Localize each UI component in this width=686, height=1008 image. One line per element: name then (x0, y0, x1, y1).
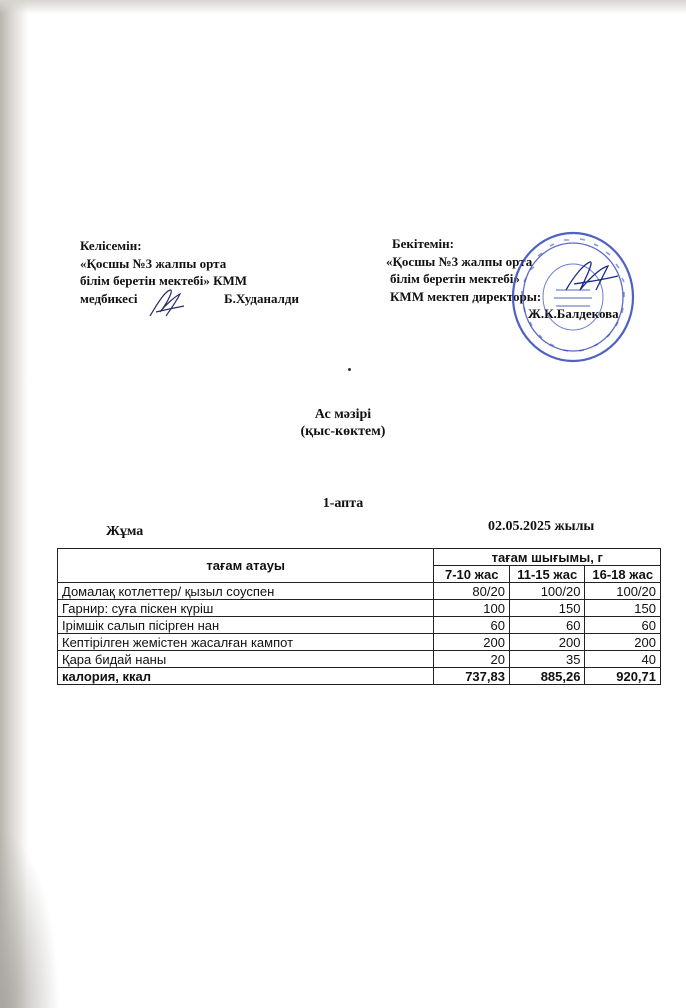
table-row (58, 617, 661, 634)
age-group-header: 7-10 жас (434, 566, 510, 583)
yield-value: 200 (434, 634, 510, 651)
director-signature (560, 256, 622, 298)
ink-dot (348, 368, 351, 371)
table-row (58, 583, 661, 600)
yield-value: 60 (585, 617, 661, 634)
dish-name: Қара бидай наны (58, 651, 434, 668)
yield-value: 100 (434, 600, 510, 617)
agreed-role: медбикесі (80, 290, 138, 306)
table-row (58, 634, 661, 651)
total-value: 737,83 (434, 668, 510, 685)
dish-name: Гарнир: суға піскен күріш (58, 600, 434, 617)
total-row (58, 668, 661, 685)
dish-name: Ірімшік салып пісірген нан (58, 617, 434, 634)
menu-table (57, 548, 661, 685)
week-label: 1-апта (322, 496, 364, 511)
yield-value: 150 (509, 600, 585, 617)
agreed-block (80, 237, 299, 307)
column-header-yield: тағам шығымы, г (434, 549, 661, 566)
yield-value: 80/20 (434, 583, 510, 600)
agreed-line2: білім беретін мектебі» КММ (80, 273, 248, 288)
yield-value: 60 (434, 617, 510, 634)
yield-value: 100/20 (585, 583, 661, 600)
approved-heading: Бекітемін: (392, 236, 454, 251)
yield-value: 200 (585, 634, 661, 651)
yield-value: 35 (509, 651, 585, 668)
age-group-header: 16-18 жас (585, 566, 661, 583)
document-title: Ас мәзірі (314, 407, 372, 422)
agreed-line1: «Қосшы №3 жалпы орта (80, 255, 227, 271)
approved-line1: «Қосшы №3 жалпы орта (386, 253, 533, 269)
table-row (58, 600, 661, 617)
date-label: 02.05.2025 жылы (488, 519, 595, 534)
total-value: 885,26 (509, 668, 585, 685)
yield-value: 40 (585, 651, 661, 668)
approved-role: КММ мектеп директоры: (390, 288, 542, 304)
column-header-name: тағам атауы (58, 549, 434, 583)
total-value: 920,71 (585, 668, 661, 685)
dish-name: Домалақ котлеттер/ қызыл соуспен (58, 583, 434, 600)
agreed-sign-line (80, 290, 299, 308)
yield-value: 150 (585, 600, 661, 617)
agreed-name: Б.Худаналди (224, 290, 299, 306)
day-label: Жұма (106, 524, 144, 539)
table-row (58, 651, 661, 668)
yield-value: 100/20 (509, 583, 585, 600)
total-label: калория, ккал (58, 668, 434, 685)
yield-value: 60 (509, 617, 585, 634)
yield-value: 200 (509, 634, 585, 651)
yield-value: 20 (434, 651, 510, 668)
agreed-heading: Келісемін: (80, 238, 142, 253)
table-header-row (58, 549, 661, 566)
approved-line2: білім беретін мектебі» (390, 271, 520, 286)
dish-name: Кептірілген жемістен жасалған кампот (58, 634, 434, 651)
age-group-header: 11-15 жас (509, 566, 585, 583)
nurse-signature (146, 286, 186, 322)
document-subtitle: (қыс-көктем) (300, 424, 386, 439)
approved-name: Ж.К.Балдекова (528, 306, 619, 321)
